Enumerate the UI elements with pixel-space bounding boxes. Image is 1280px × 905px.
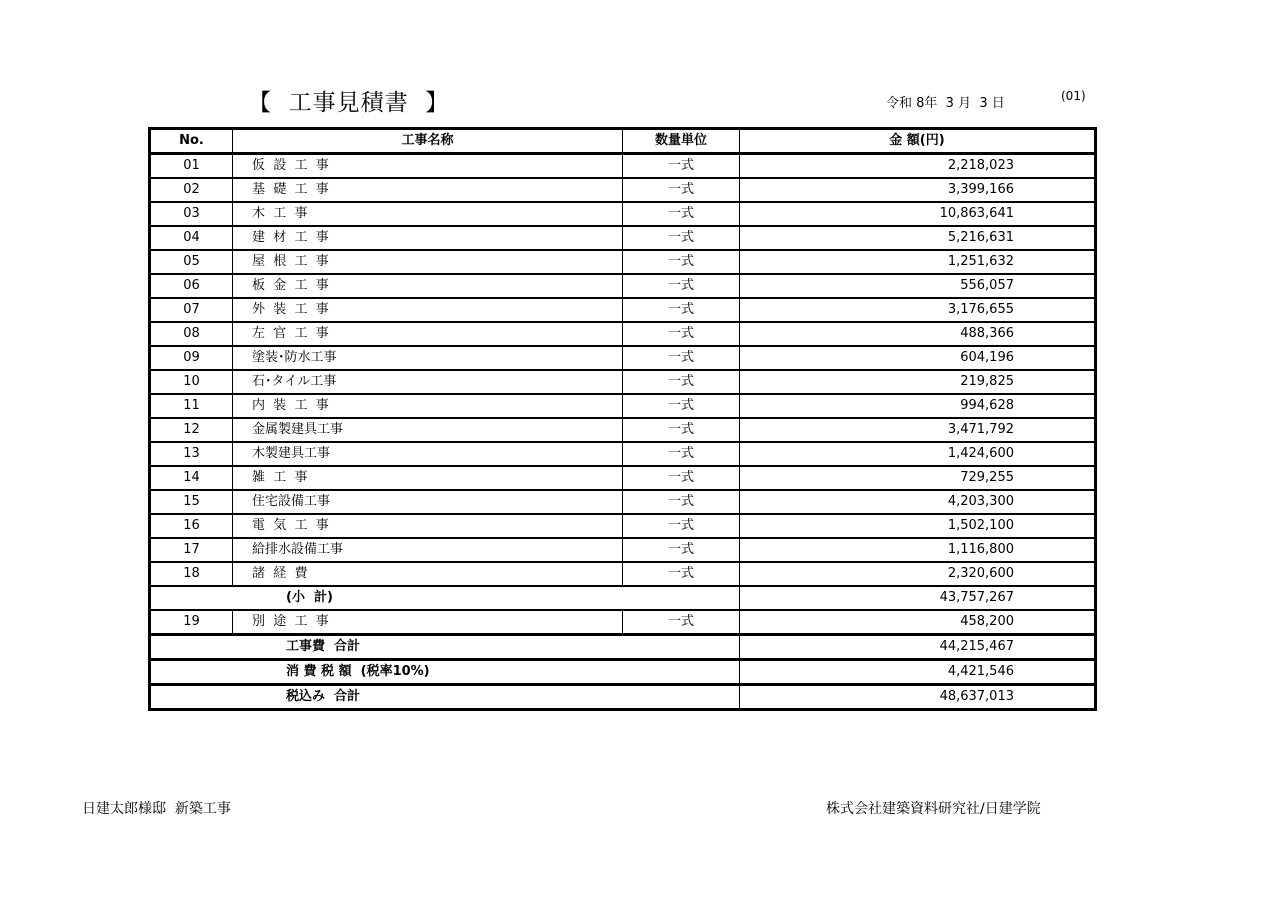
row-no: 14	[150, 466, 233, 490]
row-name: 雑 工 事	[233, 466, 623, 490]
row-no: 18	[150, 562, 233, 586]
row-name: 外 装 工 事	[233, 298, 623, 322]
row-amount: 219,825	[740, 370, 1096, 394]
tax-amount: 4,421,546	[740, 660, 1096, 685]
table-row	[150, 298, 1096, 322]
row-no: 11	[150, 394, 233, 418]
row-name: 住宅設備工事	[233, 490, 623, 514]
row-amount: 3,176,655	[740, 298, 1096, 322]
row-name: 塗装･防水工事	[233, 346, 623, 370]
row-no: 17	[150, 538, 233, 562]
footer-client: 日建太郎様邸 新築工事	[82, 801, 231, 817]
estimate-table	[148, 127, 1097, 711]
row-unit: 一式	[623, 370, 740, 394]
row-unit: 一式	[623, 466, 740, 490]
row-unit: 一式	[623, 490, 740, 514]
item-rows	[150, 154, 1096, 587]
tax-row	[150, 660, 1096, 685]
row-no: 04	[150, 226, 233, 250]
row-amount: 3,399,166	[740, 178, 1096, 202]
row-unit: 一式	[623, 322, 740, 346]
table-row	[150, 418, 1096, 442]
table-row	[150, 154, 1096, 179]
row-name: 給排水設備工事	[233, 538, 623, 562]
row-unit: 一式	[623, 274, 740, 298]
construction-total-label: 工事費 合計	[150, 635, 740, 660]
table-row	[150, 178, 1096, 202]
row-no: 07	[150, 298, 233, 322]
row-amount: 994,628	[740, 394, 1096, 418]
row-unit: 一式	[623, 154, 740, 179]
row-name: 基 礎 工 事	[233, 178, 623, 202]
extra-row	[150, 610, 1096, 635]
row-amount: 556,057	[740, 274, 1096, 298]
row-no: 15	[150, 490, 233, 514]
row-amount: 2,218,023	[740, 154, 1096, 179]
row-unit: 一式	[623, 178, 740, 202]
row-no: 03	[150, 202, 233, 226]
subtotal-row	[150, 586, 1096, 610]
row-unit: 一式	[623, 250, 740, 274]
subtotal-amount: 43,757,267	[740, 586, 1096, 610]
row-name: 諸 経 費	[233, 562, 623, 586]
row-no: 05	[150, 250, 233, 274]
row-no: 09	[150, 346, 233, 370]
row-name: 仮 設 工 事	[233, 154, 623, 179]
row-unit: 一式	[623, 418, 740, 442]
row-unit: 一式	[623, 202, 740, 226]
row-amount: 3,471,792	[740, 418, 1096, 442]
table-row	[150, 346, 1096, 370]
row-unit: 一式	[623, 394, 740, 418]
grand-total-row	[150, 685, 1096, 710]
table-row	[150, 442, 1096, 466]
extra-name: 別 途 工 事	[233, 610, 623, 635]
row-amount: 1,116,800	[740, 538, 1096, 562]
table-row	[150, 490, 1096, 514]
table-row	[150, 274, 1096, 298]
row-unit: 一式	[623, 442, 740, 466]
row-unit: 一式	[623, 514, 740, 538]
document-title: 【 工事見積書 】	[248, 90, 450, 116]
row-amount: 604,196	[740, 346, 1096, 370]
row-amount: 1,251,632	[740, 250, 1096, 274]
row-amount: 4,203,300	[740, 490, 1096, 514]
row-amount: 5,216,631	[740, 226, 1096, 250]
grand-total-label: 税込み 合計	[150, 685, 740, 710]
row-no: 10	[150, 370, 233, 394]
header-unit: 数量単位	[623, 129, 740, 154]
row-name: 建 材 工 事	[233, 226, 623, 250]
extra-amount: 458,200	[740, 610, 1096, 635]
row-unit: 一式	[623, 346, 740, 370]
row-no: 12	[150, 418, 233, 442]
row-unit: 一式	[623, 538, 740, 562]
row-name: 木製建具工事	[233, 442, 623, 466]
row-amount: 488,366	[740, 322, 1096, 346]
row-no: 02	[150, 178, 233, 202]
row-name: 左 官 工 事	[233, 322, 623, 346]
row-name: 木 工 事	[233, 202, 623, 226]
table-header-row	[150, 129, 1096, 154]
extra-unit: 一式	[623, 610, 740, 635]
header-amount: 金 額(円)	[740, 129, 1096, 154]
row-name: 屋 根 工 事	[233, 250, 623, 274]
row-unit: 一式	[623, 226, 740, 250]
row-name: 金属製建具工事	[233, 418, 623, 442]
table-row	[150, 538, 1096, 562]
row-name: 電 気 工 事	[233, 514, 623, 538]
row-no: 01	[150, 154, 233, 179]
construction-total-amount: 44,215,467	[740, 635, 1096, 660]
extra-no: 19	[150, 610, 233, 635]
row-name: 石･タイル工事	[233, 370, 623, 394]
table-row	[150, 226, 1096, 250]
table-row	[150, 466, 1096, 490]
table-row	[150, 322, 1096, 346]
document-date: 令和 8年 3 月 3 日	[886, 96, 1005, 111]
table-row	[150, 562, 1096, 586]
row-amount: 10,863,641	[740, 202, 1096, 226]
header-no: No.	[150, 129, 233, 154]
row-amount: 1,502,100	[740, 514, 1096, 538]
footer-company: 株式会社建築資料研究社/日建学院	[826, 801, 1041, 817]
construction-total-row	[150, 635, 1096, 660]
table-row	[150, 394, 1096, 418]
header-name: 工事名称	[233, 129, 623, 154]
grand-total-amount: 48,637,013	[740, 685, 1096, 710]
row-no: 16	[150, 514, 233, 538]
row-name: 内 装 工 事	[233, 394, 623, 418]
row-amount: 729,255	[740, 466, 1096, 490]
row-amount: 2,320,600	[740, 562, 1096, 586]
page-number: (01)	[1061, 89, 1086, 103]
row-no: 13	[150, 442, 233, 466]
row-unit: 一式	[623, 298, 740, 322]
subtotal-label: (小 計)	[150, 586, 740, 610]
table-row	[150, 370, 1096, 394]
tax-label: 消 費 税 額 (税率10%)	[150, 660, 740, 685]
table-row	[150, 202, 1096, 226]
row-amount: 1,424,600	[740, 442, 1096, 466]
table-row	[150, 250, 1096, 274]
row-no: 08	[150, 322, 233, 346]
row-unit: 一式	[623, 562, 740, 586]
table-row	[150, 514, 1096, 538]
row-name: 板 金 工 事	[233, 274, 623, 298]
row-no: 06	[150, 274, 233, 298]
